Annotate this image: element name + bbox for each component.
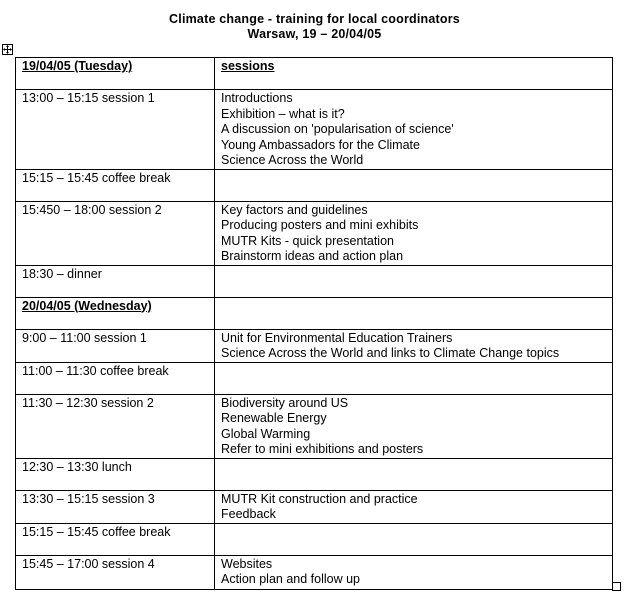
- sessions-cell: [215, 297, 613, 329]
- table-row: [16, 90, 613, 170]
- time-slot: 9:00 – 11:00 session 1: [22, 330, 147, 345]
- session-topic: Refer to mini exhibitions and posters: [221, 442, 424, 456]
- table-row: [16, 555, 613, 589]
- time-slot: 15:15 – 15:45 coffee break: [22, 170, 171, 185]
- session-topic: A discussion on 'popularisation of science': [221, 122, 454, 136]
- sessions-cell: [215, 90, 613, 170]
- document-subtitle: Warsaw, 19 – 20/04/05: [247, 27, 382, 41]
- time-cell: [16, 555, 215, 589]
- table-row: [16, 201, 613, 265]
- day-heading: 19/04/05 (Tuesday): [22, 59, 133, 73]
- session-topic: Science Across the World: [221, 153, 364, 167]
- time-slot: 13:00 – 15:15 session 1: [22, 91, 155, 105]
- session-topic: Action plan and follow up: [221, 572, 360, 586]
- session-topic: Websites: [221, 556, 273, 571]
- time-slot: 12:30 – 13:30 lunch: [22, 459, 132, 474]
- session-topic: Renewable Energy: [221, 411, 327, 425]
- sessions-cell: [215, 523, 613, 555]
- day-heading: 20/04/05 (Wednesday): [22, 298, 152, 313]
- session-topic: Young Ambassadors for the Climate: [221, 137, 420, 152]
- sessions-cell: [215, 555, 613, 589]
- time-cell: [16, 297, 215, 329]
- sessions-heading: sessions: [221, 59, 275, 73]
- document-title: Climate change - training for local coordinators: [169, 12, 460, 26]
- session-topic: MUTR Kits - quick presentation: [221, 233, 394, 248]
- time-cell: [16, 523, 215, 555]
- table-resize-handle-icon[interactable]: [612, 582, 621, 591]
- sessions-cell: [215, 169, 613, 201]
- time-cell: [16, 265, 215, 297]
- table-header-row: [16, 58, 613, 90]
- sessions-cell: [215, 265, 613, 297]
- session-topic: Biodiversity around US: [221, 395, 349, 410]
- table-row: [16, 458, 613, 490]
- sessions-cell: [215, 329, 613, 362]
- table-row: [16, 394, 613, 458]
- time-cell: [16, 490, 215, 523]
- table-row: [16, 329, 613, 362]
- table-row: [16, 490, 613, 523]
- table-row: [16, 523, 613, 555]
- session-topic: Exhibition – what is it?: [221, 106, 345, 121]
- table-header-row: [16, 297, 613, 329]
- time-cell: [16, 58, 215, 90]
- time-cell: [16, 90, 215, 170]
- sessions-cell: [215, 490, 613, 523]
- time-slot: 18:30 – dinner: [22, 266, 102, 281]
- time-cell: [16, 362, 215, 394]
- time-slot: 15:45 – 17:00 session 4: [22, 556, 155, 571]
- session-topic: MUTR Kit construction and practice: [221, 491, 418, 506]
- session-topic: Producing posters and mini exhibits: [221, 218, 419, 232]
- schedule-table: [15, 57, 613, 590]
- schedule-table-body: [16, 58, 613, 590]
- time-cell: [16, 458, 215, 490]
- session-topic: Feedback: [221, 507, 276, 521]
- sessions-cell: [215, 362, 613, 394]
- sessions-cell: [215, 201, 613, 265]
- sessions-cell: [215, 394, 613, 458]
- time-slot: 15:15 – 15:45 coffee break: [22, 524, 171, 539]
- time-slot: 11:00 – 11:30 coffee break: [22, 363, 169, 378]
- sessions-cell: [215, 458, 613, 490]
- session-topic: Global Warming: [221, 426, 311, 441]
- time-slot: 15:450 – 18:00 session 2: [22, 202, 162, 217]
- table-move-handle-icon[interactable]: [2, 44, 13, 55]
- session-topic: Science Across the World and links to Climate Change topics: [221, 346, 560, 360]
- sessions-cell: [215, 58, 613, 90]
- session-topic: Key factors and guidelines: [221, 202, 368, 217]
- table-row: [16, 265, 613, 297]
- session-topic: Introductions: [221, 91, 293, 105]
- table-row: [16, 362, 613, 394]
- table-row: [16, 169, 613, 201]
- time-slot: 13:30 – 15:15 session 3: [22, 491, 155, 506]
- session-topic: Unit for Environmental Education Trainers: [221, 330, 453, 345]
- session-topic: Brainstorm ideas and action plan: [221, 249, 404, 263]
- time-slot: 11:30 – 12:30 session 2: [22, 395, 154, 410]
- time-cell: [16, 201, 215, 265]
- time-cell: [16, 329, 215, 362]
- time-cell: [16, 394, 215, 458]
- time-cell: [16, 169, 215, 201]
